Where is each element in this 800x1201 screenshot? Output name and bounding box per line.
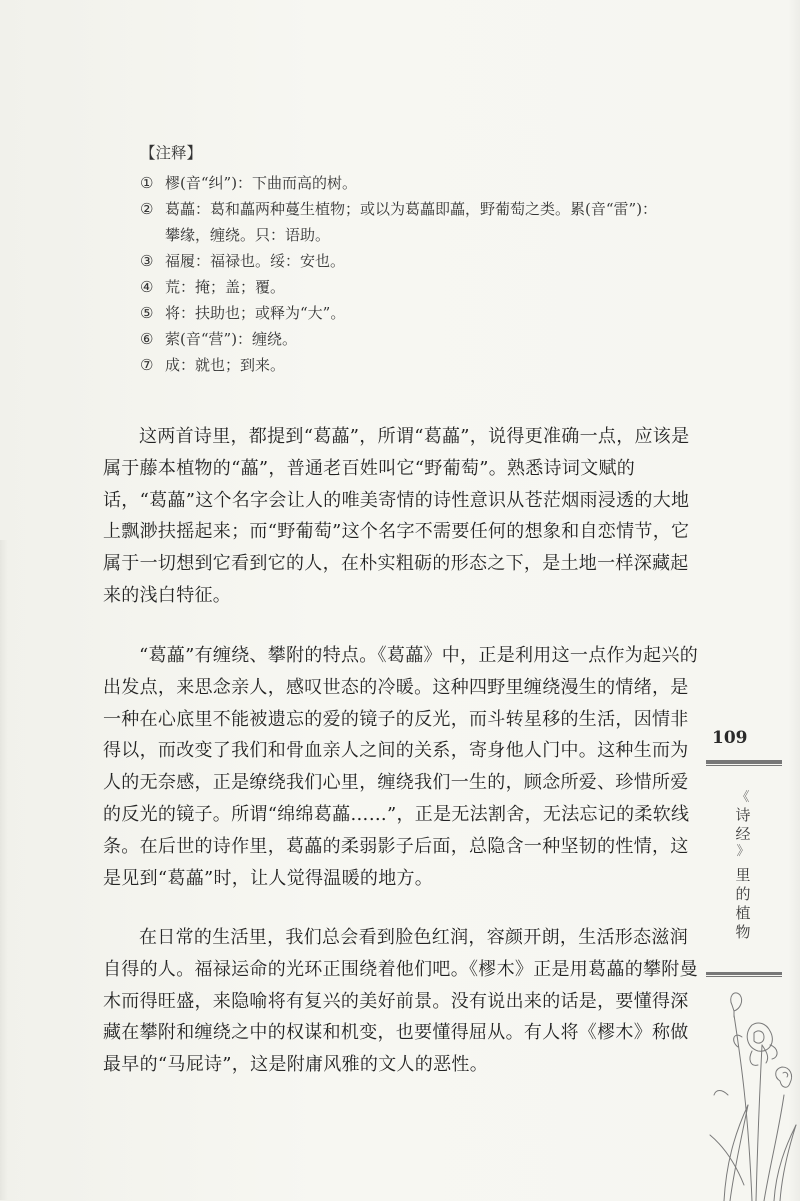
margin-rule [706,760,782,764]
page-number: 109 [712,728,748,748]
annotation-number: ④ [140,278,154,296]
annotation-continuation: 攀缘，缠绕。只：语助。 [165,226,331,244]
narcissus-flower-icon [704,985,800,1201]
body-paragraph-2 [103,640,698,894]
body-paragraph-3 [103,922,698,1081]
annotation-number: ⑥ [140,330,154,348]
paragraph-text: 这两首诗里，都提到“葛藟”，所谓“葛藟”，说得更准确一点，应该是属于藤本植物的“藟”，普通老百姓叫它“野葡萄”。熟悉诗词文赋的话，“葛藟”这个名字会让人的唯美寄情的诗性意识从苍茫烟雨浸透的大地上飘渺扶摇起来；而“野葡萄”这个名字不需要任何的想象和自恋情节，它属于一切想到它看到它的人，在朴实粗砺的形态之下，是土地一样深藏起来的浅白特征。 [103,426,690,606]
annotation-item [140,352,700,378]
annotation-number: ⑦ [140,356,154,374]
annotations-heading: 【注释】 [140,144,203,162]
margin-rule-thin [706,765,782,766]
title-char: 经 [735,825,751,843]
title-char: 诗 [735,806,751,824]
annotation-item [140,300,700,326]
annotation-number: ① [140,174,154,192]
annotation-number: ② [140,200,154,218]
margin-rule-lower-thin [706,976,782,977]
paragraph-text: “葛藟”有缠绕、攀附的特点。《葛藟》中，正是利用这一点作为起兴的出发点，来思念亲人，感叹世态的冷暖。这种四野里缠绕漫生的情绪，是一种在心底里不能被遗忘的爱的镜子的反光，而斗转星移的生活，因情非得以，而改变了我们和骨血亲人之间的关系，寄身他人门中。这种生而为人的无奈感，正是缭绕我们心里，缠绕我们一生的，顾念所爱、珍惜所爱的反光的镜子。所谓“绵绵葛藟……”，正是无法割舍，无法忘记的柔软线条。在后世的诗作里，葛藟的柔弱影子后面，总隐含一种坚韧的性情，这是见到“葛藟”时，让人觉得温暖的地方。 [103,645,699,889]
annotation-item [140,170,700,196]
subtitle-char: 植 [735,904,751,922]
annotation-text: 萦(音“营”)：缠绕。 [165,330,298,348]
annotation-text: 福履：福禄也。绥：安也。 [165,252,346,270]
annotation-text: 樛(音“纠”)：下曲而高的树。 [165,174,358,192]
annotation-text: 将：扶助也；或释为“大”。 [165,304,346,322]
running-title [731,790,755,942]
paragraph-text: 在日常的生活里，我们总会看到脸色红润，容颜开朗，生活形态滋润自得的人。福禄运命的光环正围绕着他们吧。《樛木》正是用葛藟的攀附曼木而得旺盛，来隐喻将有复兴的美好前景。没有说出来的话是，要懂得深藏在攀附和缠绕之中的权谋和机变，也要懂得屈从。有人将《樛木》称做最早的“马屁诗”，这是附庸风雅的文人的恶性。 [103,927,698,1076]
subtitle-char: 里 [735,866,751,884]
annotation-number: ③ [140,252,154,270]
annotation-item [140,274,700,300]
title-bracket-open: 《 [736,790,750,805]
margin-rule-lower [706,972,782,975]
annotation-text: 成：就也；到来。 [165,356,286,374]
annotation-number: ⑤ [140,304,154,322]
subtitle-char: 的 [735,885,751,903]
annotation-item [140,196,700,222]
body-paragraph-1 [103,421,698,612]
subtitle-char: 物 [735,923,751,941]
annotation-item [140,248,700,274]
annotation-text: 葛藟：葛和藟两种蔓生植物；或以为葛藟即藟，野葡萄之类。累(音“雷”)： [165,200,658,218]
scan-shadow [0,540,8,1200]
annotation-text: 荒：掩；盖；覆。 [165,278,286,296]
annotation-item [140,326,700,352]
title-bracket-close: 》 [736,844,750,859]
annotations-section [140,140,700,378]
